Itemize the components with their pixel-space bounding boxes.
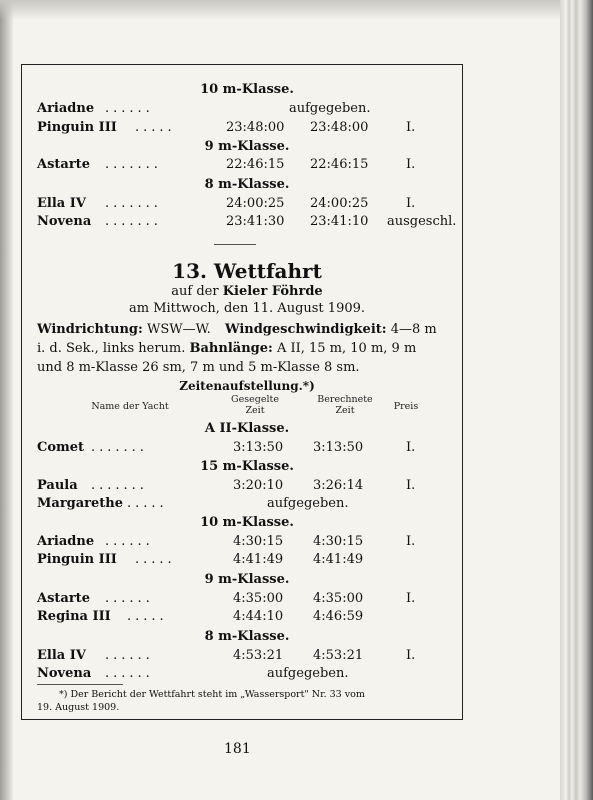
prize: I. <box>406 534 416 549</box>
leader-dots: ...... <box>105 648 154 663</box>
speed-label: Windgeschwindigkeit: <box>224 322 387 337</box>
calculated-time: 4:35:00 <box>313 591 364 606</box>
calculated-time: 4:46:59 <box>313 609 364 624</box>
sailed-time: 4:30:15 <box>233 534 284 549</box>
yacht-name: Margarethe <box>37 496 124 511</box>
yacht-name: Ella IV <box>37 196 86 211</box>
sailed-time: 4:44:10 <box>233 609 284 624</box>
race-subtitle <box>37 284 457 299</box>
sailed-time: 22:46:15 <box>226 157 285 172</box>
calculated-time: 24:00:25 <box>310 196 369 211</box>
page-edges <box>560 0 593 800</box>
col-header-sailed-line1: Gesegelte <box>231 394 279 405</box>
result-row <box>37 214 457 230</box>
status-text: aufgegeben. <box>289 101 371 116</box>
leader-dots: ...... <box>105 534 154 549</box>
sailed-time: 23:41:30 <box>226 214 285 229</box>
leader-dots: ..... <box>127 609 168 624</box>
calculated-time: 4:53:21 <box>313 648 364 663</box>
calculated-time: 4:30:15 <box>313 534 364 549</box>
leader-dots: ..... <box>135 552 176 567</box>
course-label: Bahnlänge: <box>189 341 273 356</box>
result-row <box>37 196 457 212</box>
result-row <box>37 120 457 136</box>
course-value: A II, 15 m, 10 m, 9 m <box>276 341 417 356</box>
class-heading: 10 m-Klasse. <box>200 82 294 97</box>
yacht-name: Ariadne <box>37 534 95 549</box>
footnote-line-2: 19. August 1909. <box>37 702 120 713</box>
prize: I. <box>406 478 416 493</box>
calculated-time: 3:13:50 <box>313 440 364 455</box>
yacht-name: Regina III <box>37 609 111 624</box>
sailed-time: 4:53:21 <box>233 648 284 663</box>
col-header-calc-line1: Berechnete <box>317 394 373 405</box>
prize: ausgeschl. <box>387 214 457 229</box>
wind-value: WSW—W. <box>146 322 211 337</box>
conditions-line-2 <box>37 339 457 358</box>
col-header-name: Name der Yacht <box>91 401 169 412</box>
yacht-name: Ariadne <box>37 101 95 116</box>
wind-label: Windrichtung: <box>37 322 143 337</box>
yacht-name: Pinguin III <box>37 552 117 567</box>
sailed-time: 23:48:00 <box>226 120 285 135</box>
class-heading: 9 m-Klasse. <box>204 139 290 154</box>
subtitle-prefix: auf der <box>171 284 219 299</box>
result-row <box>37 609 457 625</box>
col-header-sailed-line2: Zeit <box>245 405 265 416</box>
status-text: aufgegeben. <box>267 666 349 681</box>
calculated-time: 3:26:14 <box>313 478 364 493</box>
leader-dots: ..... <box>127 496 168 511</box>
prize: I. <box>406 591 416 606</box>
col-header-sailed <box>220 394 290 416</box>
status-text: aufgegeben. <box>267 496 349 511</box>
race-location: Kieler Föhrde <box>222 284 323 299</box>
col-header-calc-line2: Zeit <box>335 405 355 416</box>
col-header-prize: Preis <box>393 401 419 412</box>
footnote <box>37 688 457 714</box>
leader-dots: ....... <box>105 196 162 211</box>
top-shadow <box>0 0 560 20</box>
yacht-name: Pinguin III <box>37 120 117 135</box>
yacht-name: Astarte <box>37 591 90 606</box>
leader-dots: ....... <box>105 214 162 229</box>
result-row <box>37 552 457 568</box>
result-row <box>37 666 457 682</box>
result-row <box>37 648 457 664</box>
prize: I. <box>406 120 416 135</box>
yacht-name: Astarte <box>37 157 90 172</box>
table-title: Zeitenaufstellung.*) <box>179 379 315 393</box>
class-heading: 9 m-Klasse. <box>204 572 290 587</box>
leader-dots: ....... <box>91 478 148 493</box>
speed-value: 4—8 m <box>390 322 437 337</box>
class-heading: 15 m-Klasse. <box>200 459 294 474</box>
calculated-time: 23:41:10 <box>310 214 369 229</box>
conditions-line-3: und 8 m-Klasse 26 sm, 7 m und 5 m-Klasse 8 sm. <box>37 360 360 375</box>
yacht-name: Paula <box>37 478 78 493</box>
leader-dots: ...... <box>105 666 154 681</box>
result-row <box>37 478 457 494</box>
class-heading: 8 m-Klasse. <box>204 629 290 644</box>
prize: I. <box>406 648 416 663</box>
page-number: 181 <box>224 741 251 757</box>
sailed-time: 3:20:10 <box>233 478 284 493</box>
sailed-time: 3:13:50 <box>233 440 284 455</box>
spine-shadow <box>0 0 14 800</box>
class-heading: A II-Klasse. <box>204 421 290 436</box>
sailed-time: 4:35:00 <box>233 591 284 606</box>
prize: I. <box>406 157 416 172</box>
yacht-name: Comet <box>37 440 85 455</box>
footnote-line-1: *) Der Bericht der Wettfahrt steht im „Wassersport" Nr. 33 vom <box>59 689 365 700</box>
yacht-name: Novena <box>37 666 92 681</box>
sailed-time: 4:41:49 <box>233 552 284 567</box>
class-heading: 10 m-Klasse. <box>200 515 294 530</box>
result-row <box>37 440 457 456</box>
yacht-name: Novena <box>37 214 92 229</box>
col-header-calculated <box>305 394 385 416</box>
result-row <box>37 591 457 607</box>
prize: I. <box>406 196 416 211</box>
result-row <box>37 496 457 512</box>
prize: I. <box>406 440 416 455</box>
yacht-name: Ella IV <box>37 648 86 663</box>
leader-dots: ..... <box>135 120 176 135</box>
race-title: 13. Wettfahrt <box>172 259 322 283</box>
result-row <box>37 157 457 173</box>
leader-dots: ...... <box>105 101 154 116</box>
leader-dots: ....... <box>91 440 148 455</box>
footnote-rule <box>37 684 123 685</box>
sailed-time: 24:00:25 <box>226 196 285 211</box>
conditions-line-1 <box>37 320 457 339</box>
class-heading: 8 m-Klasse. <box>204 177 290 192</box>
calculated-time: 4:41:49 <box>313 552 364 567</box>
section-divider <box>214 244 256 245</box>
calculated-time: 22:46:15 <box>310 157 369 172</box>
calculated-time: 23:48:00 <box>310 120 369 135</box>
race-date: am Mittwoch, den 11. August 1909. <box>128 301 366 316</box>
result-row <box>37 101 457 117</box>
leader-dots: ....... <box>105 157 162 172</box>
result-row <box>37 534 457 550</box>
leader-dots: ...... <box>105 591 154 606</box>
direction-text: i. d. Sek., links herum. <box>37 341 186 356</box>
